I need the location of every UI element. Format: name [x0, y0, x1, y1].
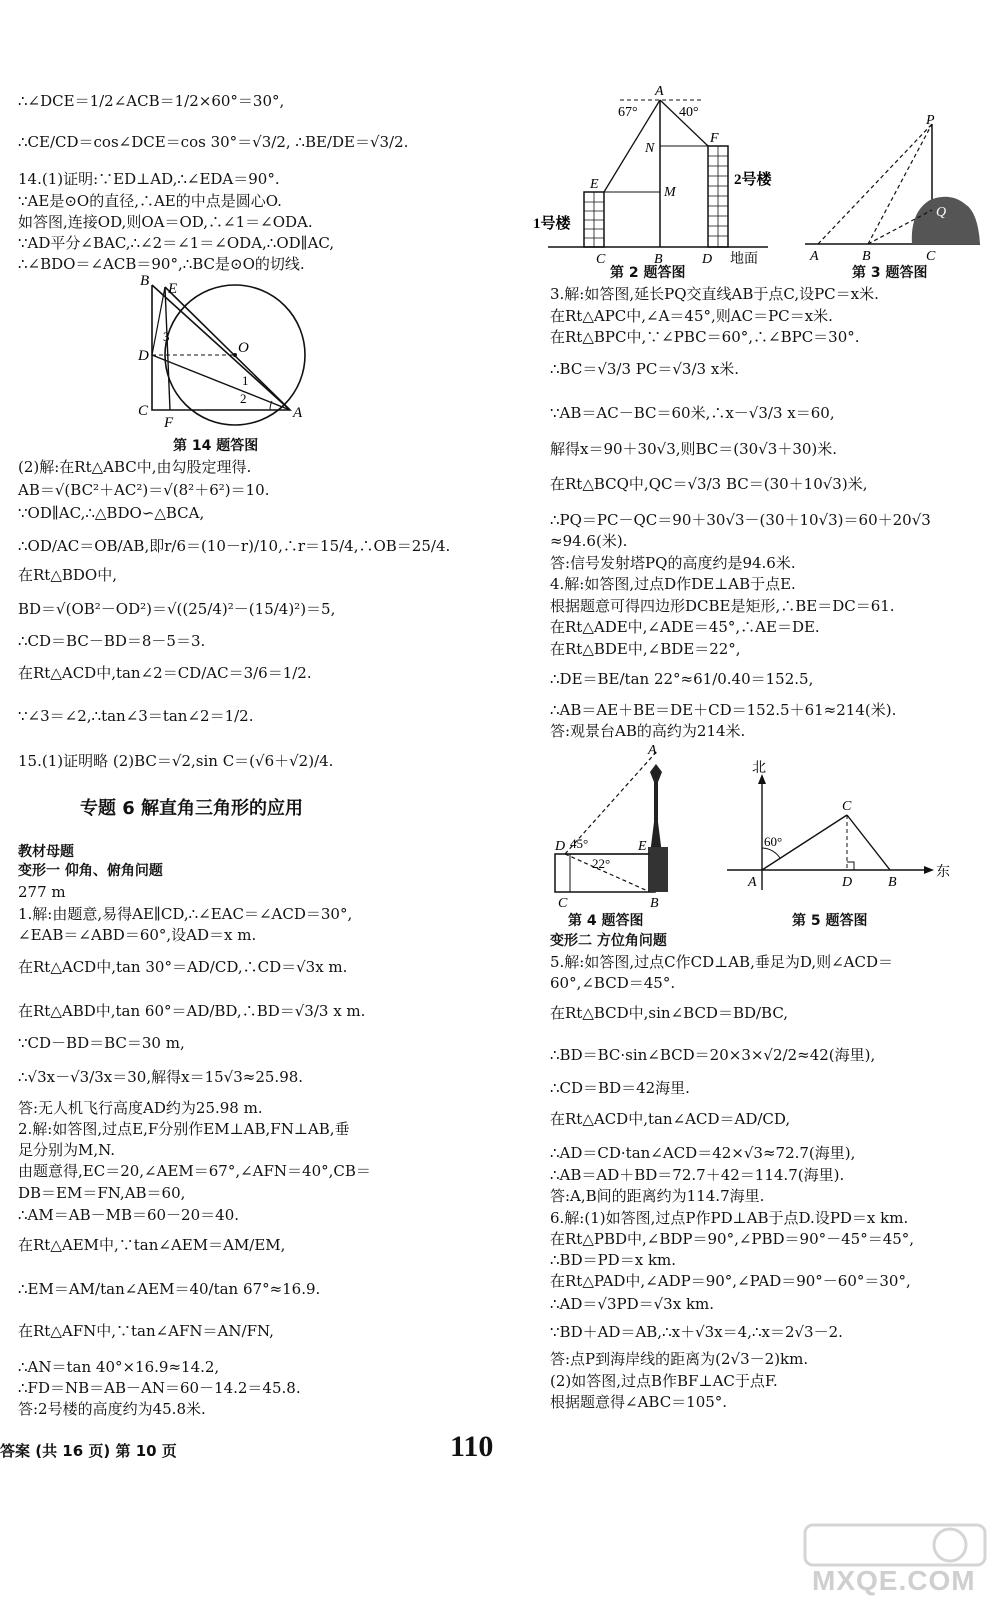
fig-label: F — [164, 415, 174, 431]
fig-label: A — [655, 84, 664, 99]
text-line: 如答图,连接OD,则OA＝OD,∴∠1＝∠ODA. — [18, 213, 313, 231]
text-line: 答:信号发射塔PQ的高度约是94.6米. — [550, 554, 796, 572]
text-line: ∴AD＝√3PD＝√3x km. — [550, 1295, 715, 1313]
text-line: ∴√3x－√3/3x＝30,解得x＝15√3≈25.98. — [18, 1068, 304, 1086]
text-line: 答:点P到海岸线的距离为(2√3－2)km. — [550, 1350, 809, 1368]
text-line: 足分别为M,N. — [18, 1141, 116, 1159]
text-line: 5.解:如答图,过点C作CD⊥AB,垂足为D,则∠ACD＝ — [550, 953, 894, 971]
figure-caption: 第 14 题答图 — [173, 438, 259, 454]
text-line: 3.解:如答图,延长PQ交直线AB于点C,设PC＝x米. — [550, 285, 879, 303]
figure-caption: 第 5 题答图 — [792, 913, 868, 929]
fig-label: O — [238, 340, 249, 356]
text-line: 14.(1)证明:∵ED⊥AD,∴∠EDA＝90°. — [18, 170, 280, 188]
text-line: ∴EM＝AM/tan∠AEM＝40/tan 67°≈16.9. — [18, 1280, 321, 1298]
fig-label: D — [702, 252, 713, 267]
text-line: DB＝EM＝FN,AB＝60, — [18, 1184, 186, 1202]
figure-5 — [722, 760, 952, 900]
fig-label: 2 — [240, 391, 247, 406]
figure-4 — [550, 742, 690, 912]
fig-label: 60° — [764, 834, 783, 849]
text-line: (2)如答图,过点B作BF⊥AC于点F. — [550, 1372, 778, 1390]
text-line: ∴CE/CD＝cos∠DCE＝cos 30°＝√3/2, ∴BE/DE＝√3/2. — [18, 133, 409, 151]
fig-label: 45° — [570, 836, 589, 851]
fig-label: P — [926, 113, 935, 128]
figure-caption: 第 2 题答图 — [610, 265, 686, 281]
fig-label: F — [710, 131, 719, 146]
text-line: ∴AD＝CD·tan∠ACD＝42×√3≈72.7(海里), — [550, 1144, 856, 1162]
text-line: 答:无人机飞行高度AD约为25.98 m. — [18, 1099, 263, 1117]
fig-label: C — [926, 249, 936, 262]
text-line: ∴∠BDO＝∠ACB＝90°,∴BC是⊙O的切线. — [18, 255, 305, 273]
fig-label: 北 — [752, 761, 766, 776]
text-line: ∵AE是⊙O的直径,∴AE的中点是圆心O. — [18, 192, 282, 210]
text-line: 在Rt△BDO中, — [18, 566, 117, 584]
page-number: 110 — [450, 1430, 494, 1463]
fig-label: 3 — [163, 329, 170, 344]
figure-caption: 第 4 题答图 — [568, 913, 644, 929]
fig-label: D — [555, 839, 566, 854]
fig-label: E — [638, 839, 647, 854]
text-line: ∵OD∥AC,∴△BDO∽△BCA, — [18, 504, 205, 522]
text-line: ∴CD＝BC－BD＝8－5＝3. — [18, 632, 206, 650]
text-line: ∴BD＝BC·sin∠BCD＝20×3×√2/2≈42(海里), — [550, 1046, 876, 1064]
figure-3 — [800, 112, 985, 262]
fig-label: B — [140, 275, 150, 289]
text-line: 在Rt△BDE中,∠BDE＝22°, — [550, 640, 741, 658]
text-line: ∵∠3＝∠2,∴tan∠3＝tan∠2＝1/2. — [18, 707, 254, 725]
text-line: ∴AN＝tan 40°×16.9≈14.2, — [18, 1358, 220, 1376]
fig-label: Q — [936, 205, 947, 220]
text-line: 15.(1)证明略 (2)BC＝√2,sin C＝(√6＋√2)/4. — [18, 752, 334, 770]
fig-label: 22° — [592, 856, 611, 871]
fig-label: B — [650, 896, 659, 911]
fig-label: A — [748, 875, 757, 890]
figure-14 — [130, 275, 310, 435]
text-line: 2.解:如答图,过点E,F分别作EM⊥AB,FN⊥AB,垂 — [18, 1120, 350, 1138]
subsection-title: 教材母题 — [18, 844, 74, 860]
text-line: 在Rt△ADE中,∠ADE＝45°,∴AE＝DE. — [550, 618, 820, 636]
text-line: ∠EAB＝∠ABD＝60°,设AD＝x m. — [18, 926, 257, 944]
text-line: 答:A,B间的距离约为114.7海里. — [550, 1187, 765, 1205]
text-line: ∴DE＝BE/tan 22°≈61/0.40＝152.5, — [550, 670, 814, 688]
text-line: ∴PQ＝PC－QC＝90＋30√3－(30＋10√3)＝60＋20√3 — [550, 511, 931, 529]
text-line: ∴AB＝AE＋BE＝DE＋CD＝152.5＋61≈214(米). — [550, 701, 897, 719]
fig-label: 1 — [242, 373, 249, 388]
text-line: ∴CD＝BD＝42海里. — [550, 1079, 690, 1097]
fig-label: 东 — [936, 865, 950, 880]
text-line: 由题意得,EC＝20,∠AEM＝67°,∠AFN＝40°,CB＝ — [18, 1162, 371, 1180]
text-line: 在Rt△PAD中,∠ADP＝90°,∠PAD＝90°－60°＝30°, — [550, 1272, 911, 1290]
page-footer: 答案 (共 16 页) 第 10 页 — [0, 1442, 177, 1460]
text-line: 在Rt△BCD中,sin∠BCD＝BD/BC, — [550, 1004, 789, 1022]
figure-2 — [528, 80, 778, 285]
text-line: 277 m — [18, 883, 66, 901]
text-line: 答:观景台AB的高约为214米. — [550, 722, 746, 740]
text-line: AB＝√(BC²＋AC²)＝√(8²＋6²)＝10. — [18, 481, 270, 499]
fig-label: C — [596, 252, 606, 267]
text-line: 根据题意可得四边形DCBE是矩形,∴BE＝DC＝61. — [550, 597, 895, 615]
text-line: 在Rt△BPC中,∵∠PBC＝60°,∴∠BPC＝30°. — [550, 328, 860, 346]
text-line: 6.解:(1)如答图,过点P作PD⊥AB于点D.设PD＝x km. — [550, 1209, 909, 1227]
fig-label: D — [842, 875, 853, 890]
fig-label: B — [862, 249, 871, 262]
fig-label: C — [138, 403, 149, 419]
text-line: ∴∠DCE＝1/2∠ACB＝1/2×60°＝30°, — [18, 92, 285, 110]
fig-label: 67° — [618, 105, 638, 120]
text-line: 解得x＝90＋30√3,则BC＝(30√3＋30)米. — [550, 440, 838, 458]
text-line: 答:2号楼的高度约为45.8米. — [18, 1400, 206, 1418]
text-line: ≈94.6(米). — [550, 532, 628, 550]
text-line: BD＝√(OB²－OD²)＝√((25/4)²－(15/4)²)＝5, — [18, 600, 336, 618]
fig-label: E — [168, 281, 178, 297]
fig-label: 地面 — [730, 252, 758, 267]
text-line: 1.解:由题意,易得AE∥CD,∴∠EAC＝∠ACD＝30°, — [18, 905, 353, 923]
fig-label: A — [293, 405, 303, 421]
text-line: (2)解:在Rt△ABC中,由勾股定理得. — [18, 458, 252, 476]
text-line: ∴AM＝AB－MB＝60－20＝40. — [18, 1206, 240, 1224]
fig-label: A — [648, 743, 657, 758]
text-line: 在Rt△ACD中,tan∠ACD＝AD/CD, — [550, 1110, 791, 1128]
text-line: ∴AB＝AD＋BD＝72.7＋42＝114.7(海里). — [550, 1166, 845, 1184]
fig-label: 40° — [679, 105, 699, 120]
fig-label: 1号楼 — [533, 216, 571, 232]
text-line: 根据题意得∠ABC＝105°. — [550, 1393, 728, 1411]
text-line: 在Rt△ABD中,tan 60°＝AD/BD,∴BD＝√3/3 x m. — [18, 1002, 366, 1020]
subsection-title: 变形一 仰角、俯角问题 — [18, 863, 163, 879]
fig-label: B — [888, 875, 897, 890]
text-line: 在Rt△BCQ中,QC＝√3/3 BC＝(30＋10√3)米, — [550, 475, 868, 493]
fig-label: M — [664, 185, 676, 200]
fig-label: 2号楼 — [734, 172, 772, 188]
text-line: 在Rt△AEM中,∵tan∠AEM＝AM/EM, — [18, 1236, 286, 1254]
text-line: 在Rt△ACD中,tan∠2＝CD/AC＝3/6＝1/2. — [18, 664, 312, 682]
text-line: ∴OD/AC＝OB/AB,即r/6＝(10－r)/10,∴r＝15/4,∴OB＝25/4. — [18, 537, 451, 555]
fig-label: E — [590, 177, 599, 192]
text-line: ∴BC＝√3/3 PC＝√3/3 x米. — [550, 360, 740, 378]
text-line: 4.解:如答图,过点D作DE⊥AB于点E. — [550, 575, 796, 593]
text-line: ∴FD＝NB＝AB－AN＝60－14.2＝45.8. — [18, 1379, 301, 1397]
fig-label: D — [138, 348, 149, 364]
text-line: ∵BD＋AD＝AB,∴x＋√3x＝4,∴x＝2√3－2. — [550, 1323, 843, 1341]
fig-label: C — [842, 799, 852, 814]
fig-label: C — [558, 896, 568, 911]
text-line: ∵AD平分∠BAC,∴∠2＝∠1＝∠ODA,∴OD∥AC, — [18, 234, 335, 252]
watermark-text: MXQE.COM — [812, 1565, 976, 1596]
text-line: 在Rt△PBD中,∠BDP＝90°,∠PBD＝90°－45°＝45°, — [550, 1230, 915, 1248]
text-line: ∵CD－BD＝BC＝30 m, — [18, 1034, 185, 1052]
text-line: 在Rt△ACD中,tan 30°＝AD/CD,∴CD＝√3x m. — [18, 958, 348, 976]
text-line: 在Rt△AFN中,∵tan∠AFN＝AN/FN, — [18, 1322, 274, 1340]
fig-label: B — [654, 252, 663, 267]
text-line: 60°,∠BCD＝45°. — [550, 974, 676, 992]
subsection-title: 变形二 方位角问题 — [550, 933, 667, 949]
section-title: 专题 6 解直角三角形的应用 — [80, 798, 304, 819]
fig-label: A — [810, 249, 819, 262]
figure-caption: 第 3 题答图 — [852, 265, 928, 281]
text-line: ∴BD＝PD＝x km. — [550, 1251, 677, 1269]
text-line: 在Rt△APC中,∠A＝45°,则AC＝PC＝x米. — [550, 307, 833, 325]
fig-label: N — [645, 141, 655, 156]
text-line: ∵AB＝AC－BC＝60米,∴x－√3/3 x＝60, — [550, 404, 835, 422]
